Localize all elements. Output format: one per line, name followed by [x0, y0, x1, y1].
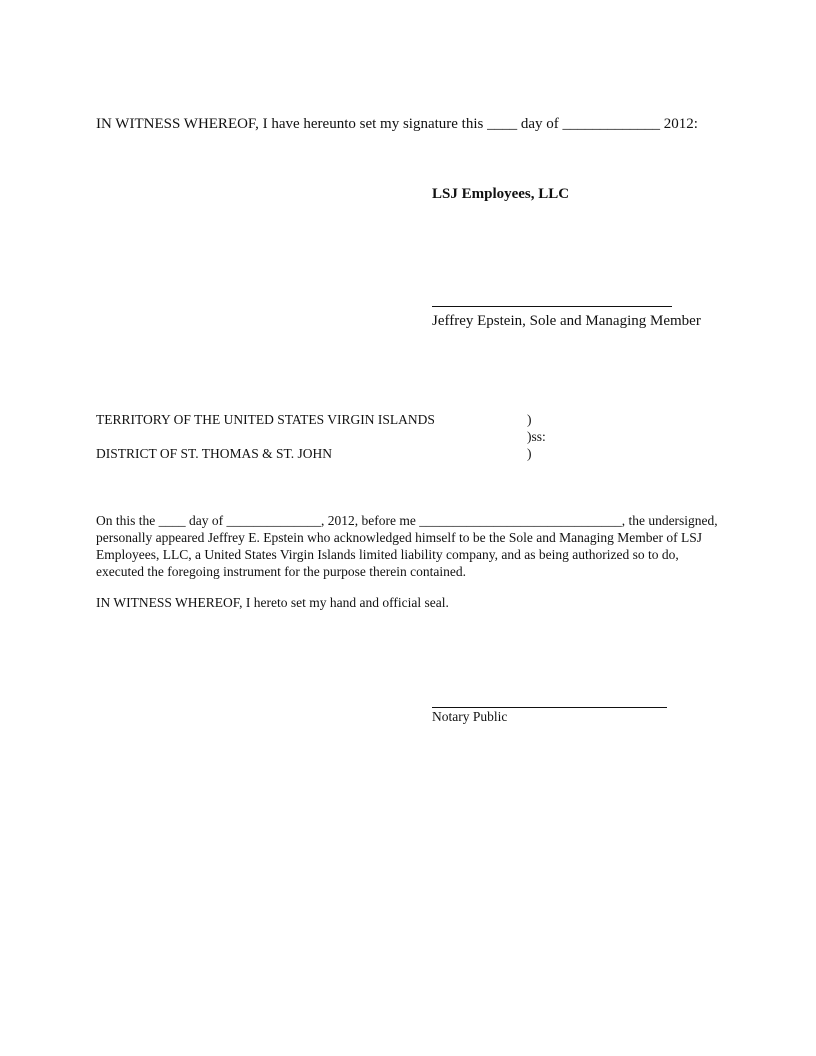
company-name: LSJ Employees, LLC: [432, 186, 570, 202]
notary-witness-statement: IN WITNESS WHEREOF, I hereto set my hand and official seal.: [96, 595, 449, 610]
signatory-name: Jeffrey Epstein, Sole and Managing Member: [432, 313, 701, 329]
venue-paren-ss: )ss:: [527, 429, 546, 444]
notary-signature-line: [432, 707, 667, 708]
venue-paren-top: ): [527, 412, 532, 427]
venue-paren-bottom: ): [527, 446, 532, 461]
acknowledgment-paragraph: On this the ____ day of ______________, 2012, before me ______________________________, the undersigned, personally appeared Jeffrey E. Epstein who acknowledged himself to be the Sole and Managing Member of LSJ Employees, LLC, a United States Virgin Islands limited liability company, and as being authorized so to do, executed the foregoing instrument for the purpose therein contained.: [96, 513, 718, 579]
notary-public-label: Notary Public: [432, 709, 508, 724]
venue-district: DISTRICT OF ST. THOMAS & ST. JOHN: [96, 446, 333, 461]
witness-statement: IN WITNESS WHEREOF, I have hereunto set my signature this ____ day of _____________ 2012:: [96, 116, 698, 132]
venue-territory: TERRITORY OF THE UNITED STATES VIRGIN ISLANDS: [96, 412, 435, 427]
signature-line: [432, 306, 672, 307]
